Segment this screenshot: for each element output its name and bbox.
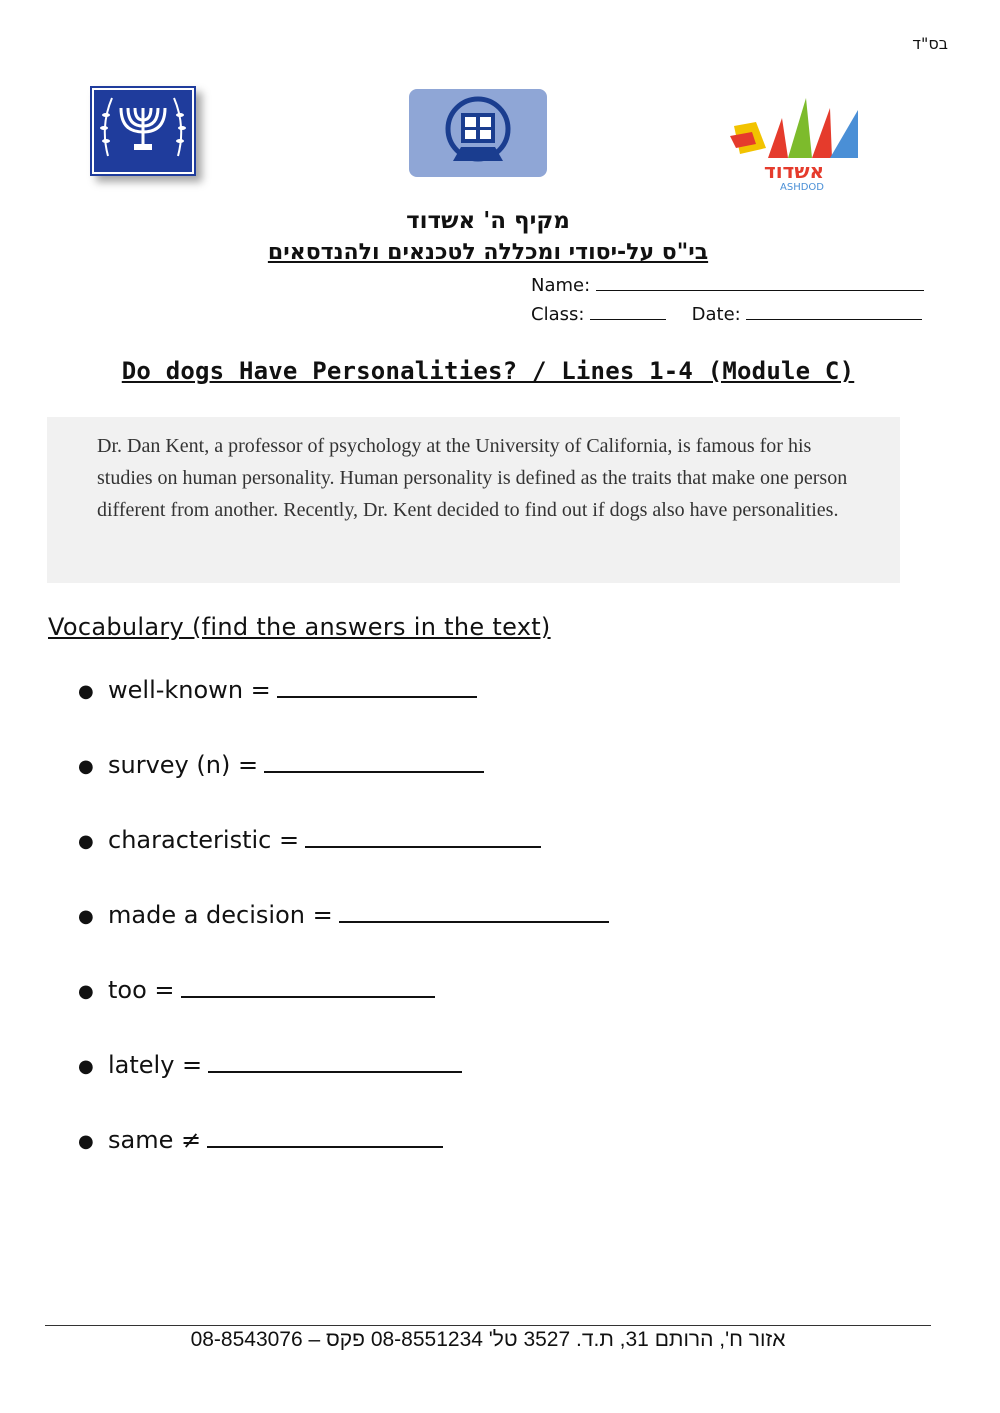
name-blank[interactable] [596, 272, 924, 291]
reading-passage [47, 417, 900, 583]
vocab-item [78, 897, 609, 929]
vocab-item [78, 972, 435, 1004]
answer-blank[interactable] [339, 897, 609, 923]
vocab-term: lately = [108, 1051, 203, 1079]
class-label: Class: [531, 304, 585, 325]
bullet-icon: ● [78, 905, 94, 927]
bullet-icon: ● [78, 980, 94, 1002]
answer-blank[interactable] [207, 1122, 443, 1148]
answer-blank[interactable] [264, 747, 484, 773]
city-logo-latin: ASHDOD [780, 182, 824, 192]
footer-divider [45, 1325, 931, 1326]
bullet-icon: ● [78, 1055, 94, 1077]
answer-blank[interactable] [181, 972, 435, 998]
corner-mark: בס"ד [912, 34, 948, 53]
passage-text: Dr. Dan Kent, a professor of psychology at the University of California, is famous for his studies on human personality. Human personality is defined as the traits that make one person different from another. Recently, Dr. Kent decided to find out if dogs also have personalities. [97, 435, 848, 521]
vocab-item [78, 822, 541, 854]
city-logo [726, 88, 862, 192]
bullet-icon: ● [78, 1130, 94, 1152]
vocab-term: too = [108, 976, 175, 1004]
vocab-item [78, 747, 484, 779]
class-blank[interactable] [590, 301, 666, 320]
answer-blank[interactable] [305, 822, 541, 848]
class-date-row [531, 301, 922, 325]
school-logo [409, 89, 547, 177]
vocab-term: well-known = [108, 676, 271, 704]
state-emblem-logo [90, 86, 196, 176]
worksheet-title: Do dogs Have Personalities? / Lines 1-4 (Module C) [121, 357, 855, 385]
bullet-icon: ● [78, 680, 94, 702]
vocabulary-heading: Vocabulary (find the answers in the text) [48, 613, 551, 641]
vocab-term: characteristic = [108, 826, 300, 854]
bullet-icon: ● [78, 755, 94, 777]
school-name: מקיף ה' אשדוד [406, 208, 570, 234]
date-blank[interactable] [746, 301, 922, 320]
city-logo-text: אשדוד [763, 159, 825, 183]
bullet-icon: ● [78, 830, 94, 852]
vocab-term: survey (n) = [108, 751, 259, 779]
answer-blank[interactable] [208, 1047, 462, 1073]
vocab-item [78, 672, 477, 704]
school-subtitle: בי"ס על-יסודי ומכללה לטכנאים ולהנדסאים [267, 240, 709, 265]
answer-blank[interactable] [277, 672, 477, 698]
footer-address: אזור ח', הרותם 31, ת.ד. 3527 טל' 08-8551234 פקס – 08-8543076 [190, 1328, 786, 1351]
name-field[interactable] [531, 272, 924, 296]
name-label: Name: [531, 275, 591, 296]
vocab-item [78, 1122, 443, 1154]
vocab-term: same ≠ [108, 1126, 202, 1154]
vocab-item [78, 1047, 462, 1079]
vocab-term: made a decision = [108, 901, 333, 929]
date-label: Date: [691, 304, 741, 325]
